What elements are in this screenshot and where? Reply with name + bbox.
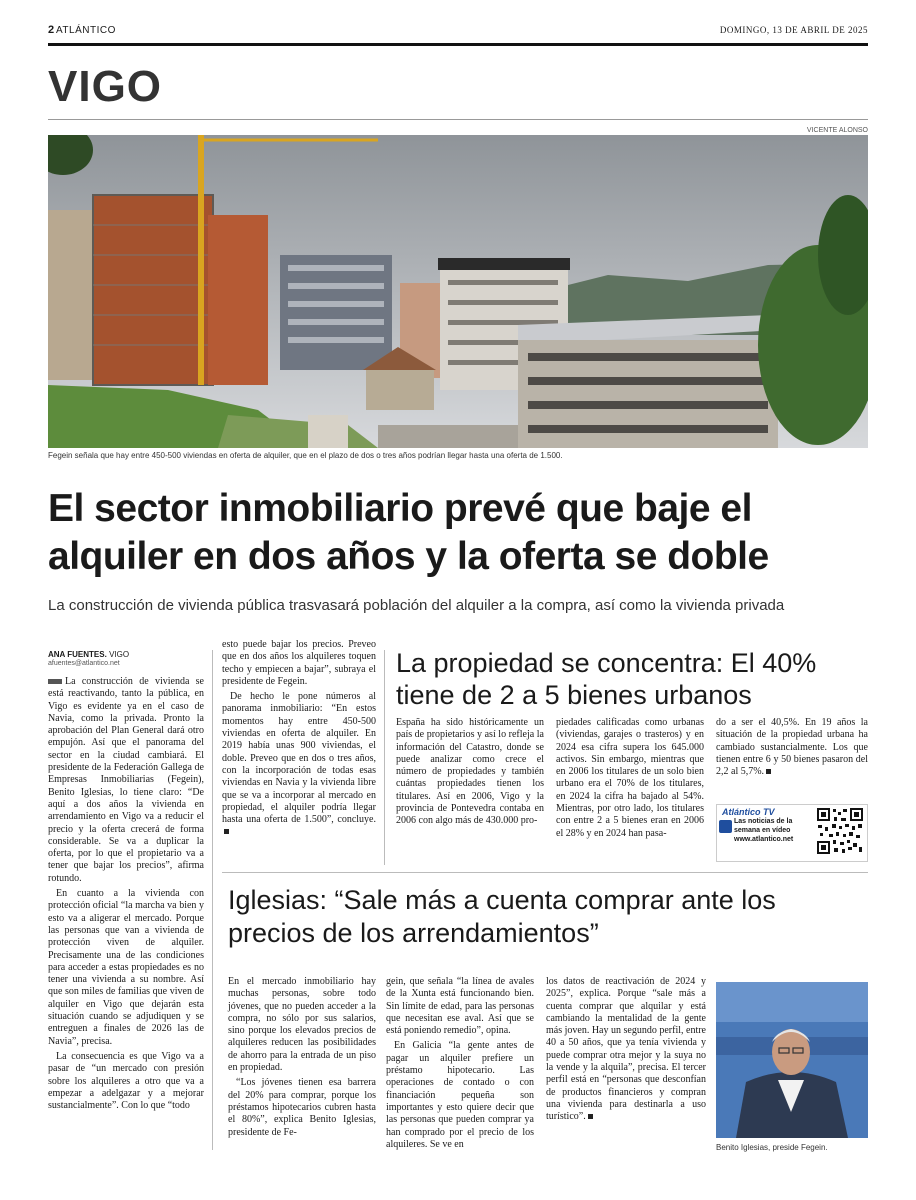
paragraph: do a ser el 40,5%. En 19 años la situación de la propiedad urbana ha cambiado sustancialmente. Los que tienen entre 6 y 50 bienes pasaron del 2,2 al 5,7%. <box>716 717 868 778</box>
paragraph: La construcción de vivienda se está reactivando, tanto la pública, en Vigo es evidente ya en el caso de Navia, como la privada. Pronto la aprobación del Plan General dará otro empujón. Así que el panorama del sector en la ciudad cambiará. El presidente de la Federación Gallega de Empresas Inmobiliarias (Fegein), Benito Iglesias, lo tiene claro: “De aquí a dos años la vivienda en arrendamiento en Vigo va a reducir el precio y la oferta crecerá de forma considerable. Se va a duplicar la oferta, por lo que el propietario va a tener que bajar los precios”, afirma rotundo. <box>48 676 204 884</box>
column-divider <box>384 650 385 865</box>
paragraph: En el mercado inmobiliario hay muchas personas, sobre todo jóvenes, que no pueden acceder a la compra, no sólo por sus salarios, sino porque los elevados precios de alquileres reducen las posibilidades de ahorro para la entrada de un piso en propiedad. <box>228 976 376 1074</box>
box1-column-1 <box>396 717 544 831</box>
header-rule <box>48 43 868 46</box>
box2-headline: Iglesias: “Sale más a cuenta comprar ante los precios de los arrendamientos” <box>228 885 776 948</box>
box1-column-3 <box>716 717 868 781</box>
paragraph: La consecuencia es que Vigo va a pasar de “un mercado con presión sobre los alquileres a otro que va a empezar a adelgazar y a mejorar sustancialmente”. Con lo que “todo <box>48 1050 204 1112</box>
publication-name: ATLÁNTICO <box>56 25 116 36</box>
article-column-1 <box>48 676 204 1115</box>
box1-column-2 <box>556 717 704 843</box>
tv-promo-text: Las noticias de la semana en vídeo www.atlantico.net <box>734 818 794 843</box>
paragraph: En cuanto a la vivienda con protección oficial “la marcha va bien y esto va a aligerar el mercado. Porque las personas que van a vivienda de protección viven de alquiler. Precisamente una de las condiciones para acceder a estas propiedades es no tener una vivienda a su nombre. Así que son miles de familias que viven de alquiler en Vigo que dejarán esta situación cuando se adjudiquen y se entreguen a finales de 2026 las de Navia”, precisa. <box>48 888 204 1047</box>
end-mark <box>224 829 229 834</box>
paragraph: los datos de reactivación de 2024 y 2025”, explica. Porque “sale más a cuenta comprar que alquilar y está cambiando la mentalidad de la gente más joven. Hay un segundo perfil, entre 40 a 50 años, que ya tenía vivienda y puede comprar otra mejor y la suya no la vende y la alquila”, precisa. El tercer perfil está en “personas que desconfían de productos financieros y compran una vivienda para destinarla a uso turístico”. <box>546 976 706 1123</box>
end-mark <box>766 769 771 774</box>
byline-name: ANA FUENTES. <box>48 650 107 659</box>
page-date: DOMINGO, 13 DE ABRIL DE 2025 <box>719 25 868 35</box>
portrait-caption: Benito Iglesias, preside Fegein. <box>716 1143 828 1152</box>
paragraph: esto puede bajar los precios. Preveo que en dos años los alquileres toquen techo y empiecen a bajar”, subraya el presidente de Fegein. <box>222 639 376 687</box>
paragraph: En Galicia “la gente antes de pagar un alquiler prefiere un préstamo hipotecario. Las operaciones de contado o con financiación pequeña son importantes y esto quiere decir que las personas que pueden comprar ya han comprado por el precio de los alquileres. Se ve en <box>386 1040 534 1150</box>
photo-credit: VICENTE ALONSO <box>806 127 868 134</box>
paragraph: gein, que señala “la línea de avales de la Xunta está funcionando bien. Sin límite de edad, para las personas que necesitan ese aval. Así que se está poniendo remedio”, opina. <box>386 976 534 1037</box>
portrait-photo <box>716 982 868 1138</box>
article-column-2 <box>222 639 376 842</box>
column-divider <box>212 650 213 1150</box>
paragraph: España ha sido históricamente un país de propietarios y así lo refleja la información del Catastro, donde se puede analizar como crece el número de propiedades y también cuántas propiedades tienen los titulares. Así en 2006, Vigo y la provincia de Pontevedra contaba en 2006 con algo más de 430.000 pro- <box>396 717 544 827</box>
tv-brand: Atlántico TV <box>722 807 775 817</box>
paragraph: De hecho le pone números al panorama inmobiliario: “En estos momentos hay entre 450-500 viviendas en oferta de alquiler. En 2019 había unas 900 viviendas, el doble. Preveo que en dos o tres años, con la incorporación de todas esas viviendas en Navia y la vivienda libre que se va a incorporar al mercado en propiedad, el alquiler podría llegar hasta una oferta de 1.500”, concluye. <box>222 691 376 826</box>
paragraph: “Los jóvenes tienen esa barrera del 20% para comprar, porque los préstamos hipotecarios cubren hasta el 80%”, explica Benito Iglesias, presidente de Fe- <box>228 1077 376 1138</box>
box2-column-1 <box>228 976 376 1142</box>
byline-email[interactable]: afuentes@atlantico.net <box>48 660 120 667</box>
main-headline: El sector inmobiliario prevé que baje el alquiler en dos años y la oferta se doble <box>48 487 769 578</box>
subheadline: La construcción de vivienda pública trasvasará población del alquiler a la compra, así como la vivienda privada <box>48 597 785 614</box>
box2-rule <box>222 872 868 873</box>
qr-code-icon[interactable] <box>816 807 864 855</box>
box1-headline: La propiedad se concentra: El 40% tiene de 2 a 5 bienes urbanos <box>396 648 817 710</box>
byline-place: VIGO <box>109 650 130 659</box>
byline <box>48 650 129 659</box>
page-number: 2 <box>48 24 55 36</box>
end-mark <box>588 1114 593 1119</box>
section-title: VIGO <box>48 62 163 111</box>
lead-marker <box>48 679 62 684</box>
main-photo <box>48 135 868 448</box>
box2-column-2 <box>386 976 534 1154</box>
tv-icon <box>719 820 732 833</box>
photo-caption: Fegein señala que hay entre 450-500 viviendas en oferta de alquiler, que en el plazo de dos o tres años podrían llegar hasta una oferta de 1.500. <box>48 451 563 460</box>
box2-column-3 <box>546 976 706 1127</box>
section-rule <box>48 119 868 120</box>
paragraph: piedades calificadas como urbanas (viviendas, garajes o trasteros) y en 2024 esa cifra supera los 645.000 activos. Sin embargo, mientras que en 2006 los titulares de un solo bien urbano era el 70% de los titulares, en 2024 la cifra ha bajado al 54%. Mientras, por otro lado, los titulares con entre 2 a 5 bienes eran en 2006 el 28% y en 2024 han pasa- <box>556 717 704 839</box>
